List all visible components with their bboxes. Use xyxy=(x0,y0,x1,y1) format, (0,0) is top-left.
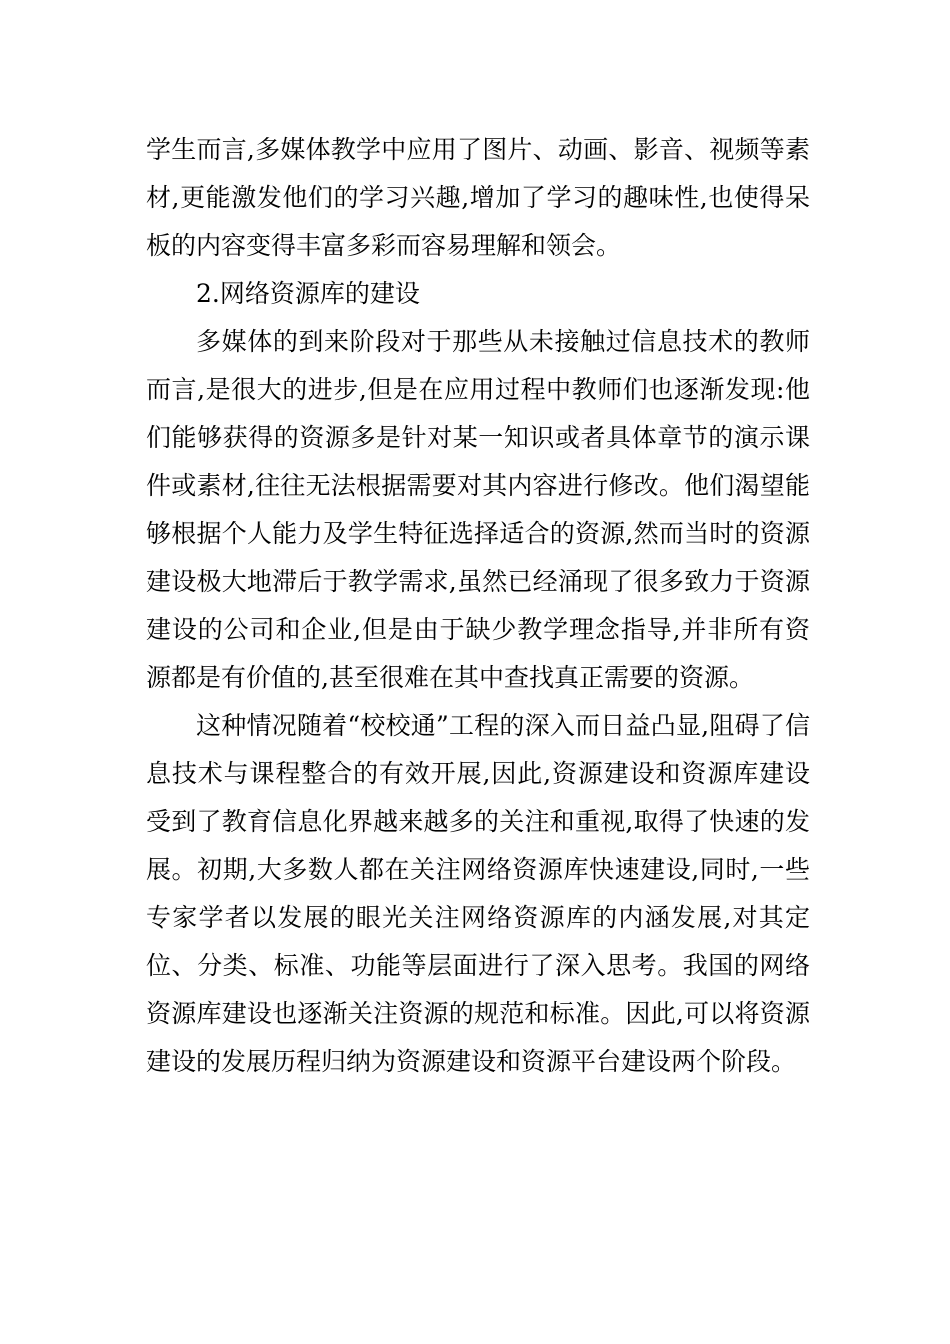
paragraph-continuation: 学生而言,多媒体教学中应用了图片、动画、影音、视频等素材,更能激发他们的学习兴趣,增加了学习的趣味性,也使得呆板的内容变得丰富多彩而容易理解和领会。 xyxy=(146,135,810,260)
document-page xyxy=(146,126,810,1086)
section-heading: 2.网络资源库的建设 xyxy=(196,279,420,308)
paragraph-multimedia-stage: 多媒体的到来阶段对于那些从未接触过信息技术的教师而言,是很大的进步,但是在应用过程中教师们也逐渐发现:他们能够获得的资源多是针对某一知识或者具体章节的演示课件或素材,往往无法根据需要对其内容进行修改。他们渴望能够根据个人能力及学生特征选择适合的资源,然而当时的资源建设极大地滞后于教学需求,虽然已经涌现了很多致力于资源建设的公司和企业,但是由于缺少教学理念指导,并非所有资源都是有价值的,甚至很难在其中查找真正需要的资源。 xyxy=(146,327,810,692)
paragraph-resource-library: 这种情况随着“校校通”工程的深入而日益凸显,阻碍了信息技术与课程整合的有效开展,因此,资源建设和资源库建设受到了教育信息化界越来越多的关注和重视,取得了快速的发展。初期,大多数人都在关注网络资源库快速建设,同时,一些专家学者以发展的眼光关注网络资源库的内涵发展,对其定位、分类、标准、功能等层面进行了深入思考。我国的网络资源库建设也逐渐关注资源的规范和标准。因此,可以将资源建设的发展历程归纳为资源建设和资源平台建设两个阶段。 xyxy=(146,711,810,1076)
